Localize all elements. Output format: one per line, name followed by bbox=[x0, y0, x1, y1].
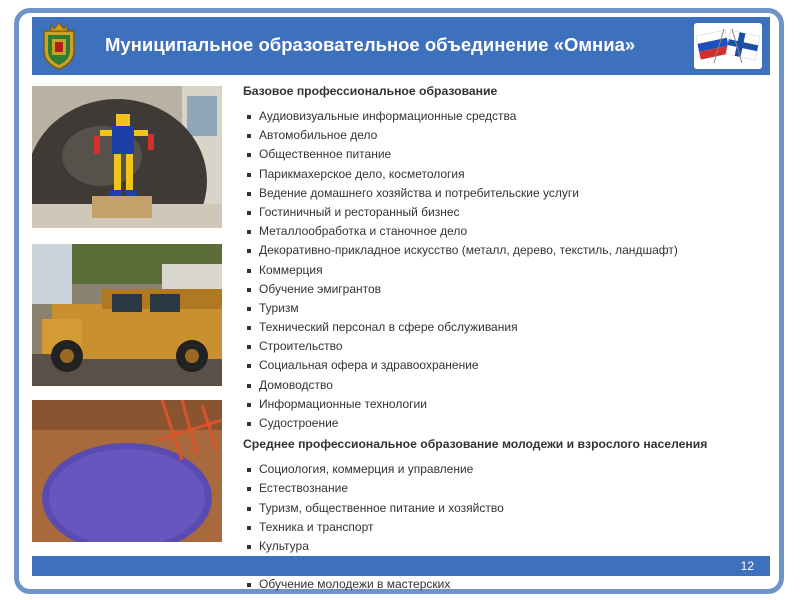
list-item: Коммерция bbox=[243, 261, 773, 280]
page-title: Муниципальное образовательное объединение «Омниа» bbox=[105, 34, 636, 55]
list-item: Естествознание bbox=[243, 479, 773, 498]
list-item: Туризм, общественное питание и хозяйство bbox=[243, 499, 773, 518]
list-item: Аудиовизуальные информационные средства bbox=[243, 107, 773, 126]
list-item: Строительство bbox=[243, 337, 773, 356]
list-item: Культура bbox=[243, 537, 773, 556]
section-heading-basic: Базовое профессиональное образование bbox=[243, 84, 498, 98]
list-item: Ведение домашнего хозяйства и потребительские услуги bbox=[243, 184, 773, 203]
list-item: Домоводство bbox=[243, 376, 773, 395]
list-item: Автомобильное дело bbox=[243, 126, 773, 145]
page-number: 12 bbox=[740, 559, 754, 573]
footer-bar bbox=[32, 556, 770, 576]
photo-robot-dome bbox=[32, 86, 222, 228]
list-item: Обучение молодежи в мастерских bbox=[243, 575, 773, 594]
list-item: Технический персонал в сфере обслуживания bbox=[243, 318, 773, 337]
list-item: Обучение эмигрантов bbox=[243, 280, 773, 299]
program-list bbox=[243, 82, 773, 595]
photo-purple-rug bbox=[32, 400, 222, 542]
russia-finland-flags-icon bbox=[694, 23, 762, 69]
photo-vehicle bbox=[32, 244, 222, 386]
list-item: Информационные технологии bbox=[243, 395, 773, 414]
coat-of-arms-icon bbox=[38, 21, 80, 71]
list-item: Парикмахерское дело, косметология bbox=[243, 165, 773, 184]
list-item: Техника и транспорт bbox=[243, 518, 773, 537]
list-item: Гостиничный и ресторанный бизнес bbox=[243, 203, 773, 222]
list-item: Судостроение bbox=[243, 414, 773, 433]
list-item: Социология, коммерция и управление bbox=[243, 460, 773, 479]
list-item: Декоративно-прикладное искусство (металл, дерево, текстиль, ландшафт) bbox=[243, 241, 773, 260]
list-item: Социальная офера и здравоохранение bbox=[243, 356, 773, 375]
list-item: Общественное питание bbox=[243, 145, 773, 164]
header-bar bbox=[32, 17, 770, 75]
list-item: Туризм bbox=[243, 299, 773, 318]
basic-programs-list bbox=[243, 107, 773, 433]
section-heading-secondary: Среднее профессиональное образование молодежи и взрослого населения bbox=[243, 437, 708, 452]
list-item: Металлообработка и станочное дело bbox=[243, 222, 773, 241]
